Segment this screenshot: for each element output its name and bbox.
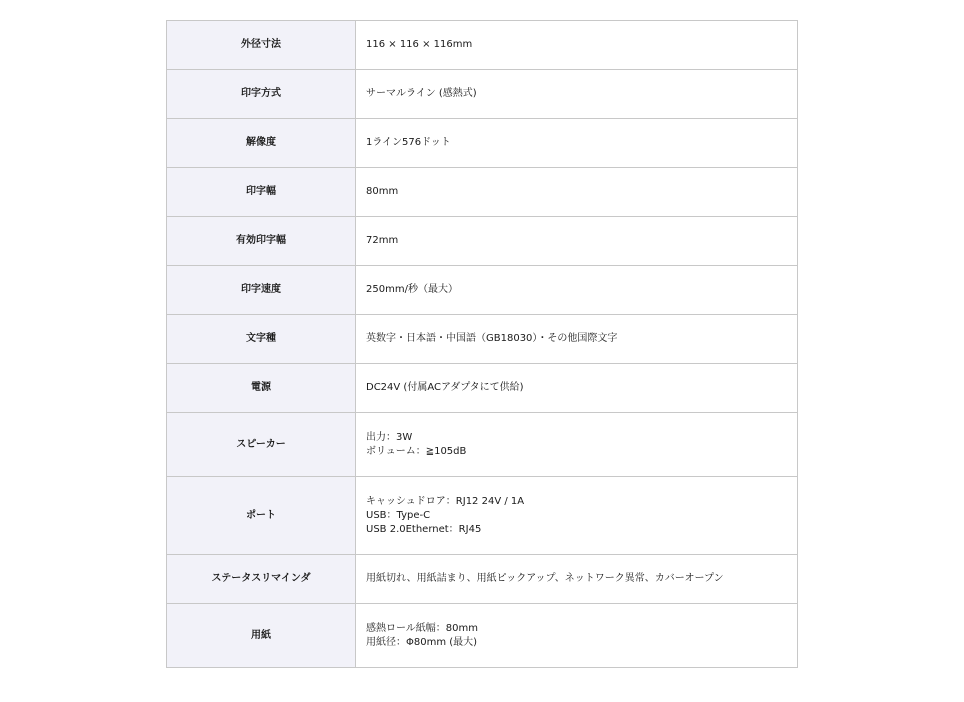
spec-value bbox=[356, 315, 798, 364]
spec-value-line: 英数字・日本語・中国語（GB18030）・その他国際文字 bbox=[366, 333, 618, 344]
spec-value bbox=[356, 217, 798, 266]
spec-row-power bbox=[167, 364, 798, 413]
spec-value-line: USB 2.0Ethernet：RJ45 bbox=[366, 523, 482, 535]
spec-value-line: 用紙切れ、用紙詰まり、用紙ピックアップ、ネットワーク異常、カバーオープン bbox=[366, 573, 724, 584]
spec-label: スピーカー bbox=[167, 413, 356, 477]
spec-value-line: 116 × 116 × 116mm bbox=[366, 39, 473, 50]
spec-row-character-set bbox=[167, 315, 798, 364]
spec-value bbox=[356, 119, 798, 168]
spec-value-line: 72mm bbox=[366, 235, 399, 246]
spec-label: 印字方式 bbox=[167, 70, 356, 119]
spec-row-resolution bbox=[167, 119, 798, 168]
spec-value-line: 250mm/秒（最大） bbox=[366, 284, 458, 295]
spec-value-line: ボリューム：≧105dB bbox=[366, 445, 467, 457]
spec-value-line: 出力：3W bbox=[366, 431, 413, 443]
spec-label: 有効印字幅 bbox=[167, 217, 356, 266]
spec-value-line: 用紙径：Φ80mm (最大) bbox=[366, 636, 478, 648]
spec-label: 印字速度 bbox=[167, 266, 356, 315]
spec-label: 印字幅 bbox=[167, 168, 356, 217]
spec-row-speaker bbox=[167, 413, 798, 477]
spec-value bbox=[356, 364, 798, 413]
spec-value-line: キャッシュドロア：RJ12 24V / 1A bbox=[366, 495, 525, 507]
spec-value bbox=[356, 413, 798, 477]
spec-row-dimensions bbox=[167, 21, 798, 70]
spec-value-line: 80mm bbox=[366, 186, 399, 197]
spec-table bbox=[166, 20, 798, 668]
spec-row-print-speed bbox=[167, 266, 798, 315]
spec-label: 外径寸法 bbox=[167, 21, 356, 70]
spec-value bbox=[356, 266, 798, 315]
spec-value-line: 感熱ロール紙幅：80mm bbox=[366, 622, 479, 634]
spec-value bbox=[356, 168, 798, 217]
spec-row-effective-print-width bbox=[167, 217, 798, 266]
spec-label: 用紙 bbox=[167, 604, 356, 668]
spec-row-print-width bbox=[167, 168, 798, 217]
spec-row-ports bbox=[167, 477, 798, 555]
spec-label: 電源 bbox=[167, 364, 356, 413]
spec-label: ポート bbox=[167, 477, 356, 555]
spec-value-line: DC24V (付属ACアダプタにて供給) bbox=[366, 382, 524, 393]
spec-row-print-method bbox=[167, 70, 798, 119]
spec-label: 解像度 bbox=[167, 119, 356, 168]
spec-value bbox=[356, 477, 798, 555]
spec-row-status-reminder bbox=[167, 555, 798, 604]
spec-value bbox=[356, 21, 798, 70]
spec-value bbox=[356, 555, 798, 604]
spec-value-line: 1ライン576ドット bbox=[366, 137, 451, 148]
spec-value-line: サーマルライン (感熱式) bbox=[366, 88, 477, 99]
spec-value-line: USB：Type-C bbox=[366, 509, 431, 521]
spec-value bbox=[356, 70, 798, 119]
spec-row-paper bbox=[167, 604, 798, 668]
spec-label: ステータスリマインダ bbox=[167, 555, 356, 604]
spec-value bbox=[356, 604, 798, 668]
spec-label: 文字種 bbox=[167, 315, 356, 364]
